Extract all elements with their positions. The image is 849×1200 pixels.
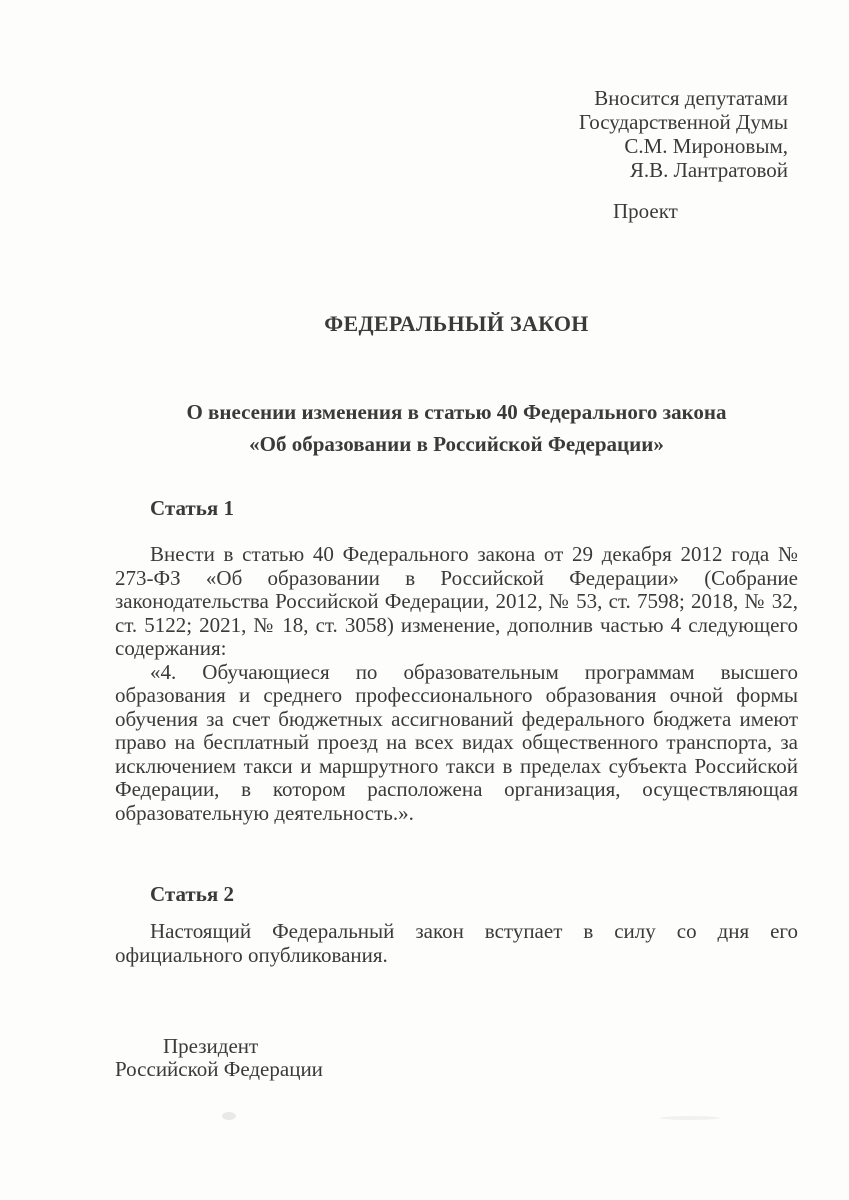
scan-artifact bbox=[660, 1116, 720, 1120]
submitters-block bbox=[528, 86, 788, 182]
article-2-heading: Статья 2 bbox=[150, 882, 234, 906]
signature-block bbox=[115, 1035, 323, 1081]
law-title: ФЕДЕРАЛЬНЫЙ ЗАКОН bbox=[324, 311, 589, 336]
submitter-line: Вносится депутатами bbox=[594, 86, 788, 110]
scan-artifact bbox=[222, 1112, 236, 1120]
article-1-heading: Статья 1 bbox=[150, 496, 234, 520]
submitter-line: С.М. Мироновым, bbox=[624, 134, 788, 158]
law-subtitle bbox=[115, 396, 798, 460]
submitter-line: Государственной Думы bbox=[578, 110, 788, 134]
article-2-paragraph-1: Настоящий Федеральный закон вступает в силу со дня его официального опубликования. bbox=[115, 919, 798, 967]
article-1-paragraph-2: «4. Обучающиеся по образовательным программам высшего образования и среднего профессионального образования очной формы обучения за счет бюджетных ассигнований федерального бюджета имеют право на бесплатный проезд на всех видах общественного транспорта, за исключением такси и маршрутного такси в пределах субъекта Российской Федерации, в котором расположена организация, осуществляющая образовательную деятельность.». bbox=[115, 659, 798, 825]
article-1-body bbox=[115, 543, 798, 825]
law-subtitle-line-2: «Об образовании в Российской Федерации» bbox=[249, 432, 664, 456]
article-1-paragraph-1: Внести в статью 40 Федерального закона от 29 декабря 2012 года № 273-ФЗ «Об образовании в Российской Федерации» (Собрание законодательства Российской Федерации, 2012, № 53, ст. 7598; 2018, № 32, ст. 5122; 2021, № 18, ст. 3058) изменение, дополнив частью 4 следующего содержания: bbox=[115, 542, 798, 660]
submitter-line: Я.В. Лантратовой bbox=[629, 158, 788, 182]
law-subtitle-line-1: О внесении изменения в статью 40 Федерального закона bbox=[186, 400, 727, 424]
signature-title: Президент bbox=[163, 1034, 259, 1058]
article-2-body bbox=[115, 920, 798, 967]
draft-label: Проект bbox=[613, 199, 678, 223]
signature-subtitle: Российской Федерации bbox=[115, 1057, 323, 1081]
